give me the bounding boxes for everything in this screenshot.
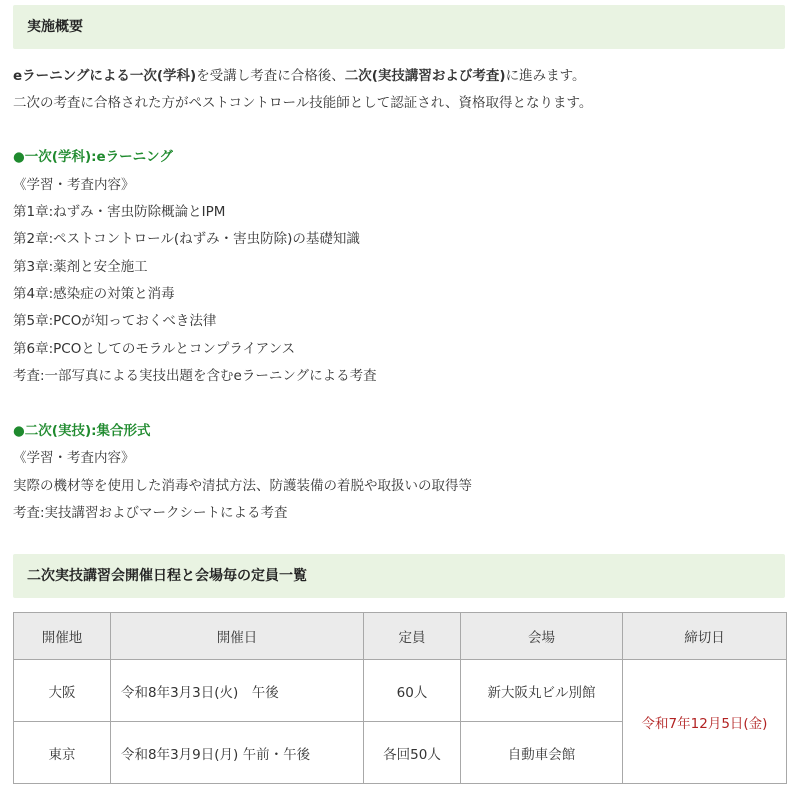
cell-venue: 新大阪丸ビル別館 [461, 660, 623, 722]
first-stage-item: 第3章:薬剤と安全施工 [13, 259, 148, 275]
second-stage-title: ●二次(実技):集合形式 [13, 423, 151, 439]
intro-text-1: を受講し考査に合格後、 [196, 68, 345, 84]
intro-text-2: に進みます。 [505, 68, 586, 84]
table-row [14, 660, 787, 722]
first-stage-item: 第4章:感染症の対策と消毒 [13, 286, 175, 302]
overview-heading: 実施概要 [13, 5, 785, 49]
intro-bold-2: 二次(実技講習および考査) [344, 68, 506, 84]
first-stage-title: ●一次(学科):eラーニング [13, 149, 173, 165]
intro-line-1 [13, 66, 586, 86]
schedule-heading: 二次実技講習会開催日程と会場毎の定員一覧 [13, 554, 785, 598]
cell-date: 令和8年3月3日(火) 午後 [111, 660, 364, 722]
intro-line-2: 二次の考査に合格された方がペストコントロール技能師として認証され、資格取得となります。 [13, 95, 593, 111]
intro-bold-1: eラーニングによる一次(学科) [13, 68, 197, 84]
cell-capacity: 60人 [364, 660, 461, 722]
header-deadline: 締切日 [623, 613, 787, 660]
cell-venue: 自動車会館 [461, 722, 623, 784]
second-stage-subtitle: 《学習・考査内容》 [13, 450, 135, 466]
first-stage-item: 考査:一部写真による実技出題を含むeラーニングによる考査 [13, 368, 377, 384]
cell-date: 令和8年3月9日(月) 午前・午後 [111, 722, 364, 784]
table-header-row [14, 613, 787, 660]
first-stage-item: 第5章:PCOが知っておくべき法律 [13, 313, 217, 329]
schedule-table [13, 612, 787, 784]
first-stage-item: 第2章:ペストコントロール(ねずみ・害虫防除)の基礎知識 [13, 231, 360, 247]
header-capacity: 定員 [364, 613, 461, 660]
first-stage-item: 第1章:ねずみ・害虫防除概論とIPM [13, 204, 226, 220]
header-place: 開催地 [14, 613, 111, 660]
first-stage-subtitle: 《学習・考査内容》 [13, 177, 135, 193]
header-date: 開催日 [111, 613, 364, 660]
second-stage-item: 実際の機材等を使用した消毒や清拭方法、防護装備の着脱や取扱いの取得等 [13, 478, 472, 494]
second-stage-item: 考査:実技講習およびマークシートによる考査 [13, 505, 288, 521]
first-stage-item: 第6章:PCOとしてのモラルとコンプライアンス [13, 341, 296, 357]
cell-deadline: 令和7年12月5日(金) [623, 660, 787, 784]
cell-capacity: 各回50人 [364, 722, 461, 784]
header-venue: 会場 [461, 613, 623, 660]
cell-place: 大阪 [14, 660, 111, 722]
cell-place: 東京 [14, 722, 111, 784]
